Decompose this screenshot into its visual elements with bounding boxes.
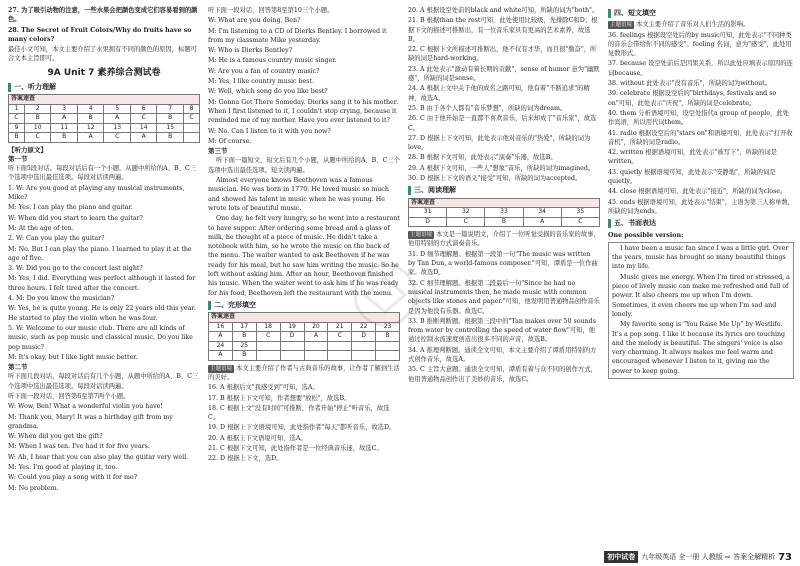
- text-line: 25. B 由于各个人都有"音乐梦想"，所缺的词为dream。: [408, 104, 567, 112]
- table-row: [209, 332, 400, 342]
- text-line: M: Yes, I did. Everything was perfect although it lasted for three hours. I felt tired after the concert.: [8, 275, 196, 292]
- table-row: [9, 133, 200, 143]
- text-line: W: Wow, Ben! What a wonderful violin you have!: [8, 403, 163, 411]
- table-cell: B: [376, 332, 400, 342]
- table-cell: B: [157, 114, 184, 124]
- explanations: [208, 383, 400, 463]
- text-line: M: No problem.: [8, 484, 59, 492]
- table-cell: 21: [328, 322, 352, 332]
- text-line: 35. C 主旨大意题。通读全文可知，谭盾有着与众不同的创作方式，他用普通物品创作出了美妙的音乐，故选C。: [408, 366, 597, 383]
- answer-key-header: 答案速查: [409, 198, 600, 208]
- table-cell: B: [157, 133, 184, 143]
- table-cell: C: [104, 133, 131, 143]
- part-label: 第二节: [8, 363, 28, 372]
- table-cell: C: [447, 217, 485, 227]
- section-heading: 二、完形填空: [208, 301, 400, 310]
- column-2: [208, 6, 400, 465]
- table-row: [9, 114, 200, 124]
- text-line: 2. W: Can you play the guitar?: [8, 235, 105, 243]
- answer-key-header: 答案速查: [9, 95, 200, 105]
- text-line: W: What are you doing, Ben?: [208, 17, 301, 25]
- transcript-part-1: [8, 164, 200, 362]
- table-row: [409, 208, 600, 218]
- text-line: 听下面几段对话，每段对话后有几个小题，从题中所给的A、B、C三个选项中选出最佳选项。每段对话读两遍。: [8, 373, 199, 390]
- table-cell: [280, 341, 304, 351]
- text-line: M: No. But I can play the piano. I learned to play it at the age of five.: [8, 245, 192, 262]
- text-line: 28. B 根据下文可知，此处表示"演奏"乐器，故选B。: [408, 154, 557, 162]
- table-cell: B: [77, 114, 104, 124]
- table-cell: 17: [232, 322, 256, 332]
- table-cell: 15: [157, 123, 184, 133]
- table-cell: A: [304, 332, 328, 342]
- text-line: 27. 为了吸引动物的注意，一些水果会把颜色变成它们容易看到的颜色。: [8, 7, 198, 24]
- table-cell: B: [232, 332, 256, 342]
- table-cell: 24: [209, 341, 233, 351]
- table-cell: 22: [352, 322, 376, 332]
- theme-text: 本文主要介绍了音乐对人们生活的影响。: [636, 21, 750, 29]
- table-cell: C: [328, 332, 352, 342]
- table-cell: C: [256, 332, 280, 342]
- text-line: W: No. Can I listen to it with you now?: [208, 127, 331, 135]
- table-row: [9, 104, 200, 114]
- table-cell: 5: [104, 104, 131, 114]
- table-cell: D: [352, 332, 376, 342]
- text-line: 19. D 根据上下文语境可知，此处指作者"每天"都听音乐，故选D。: [208, 424, 396, 432]
- text-line: M: Yes. I can play the piano and guitar.: [8, 204, 133, 212]
- text-line: 41. radio 根据设空后的"stars on"和语境可知，此处表示"打开收音机"，所缺的词是radio。: [608, 129, 793, 146]
- table-cell: [280, 351, 304, 361]
- section-heading: 三、阅读理解: [408, 186, 600, 195]
- text-line: W: Ah, I hear that you can also play the guitar very well.: [8, 453, 189, 461]
- table-cell: 32: [447, 208, 485, 218]
- column-1: [8, 6, 200, 494]
- text-line: 听下面一段对话，回答第8至第10三个小题。: [208, 7, 334, 14]
- table-cell: [304, 351, 328, 361]
- text-line: M: Yes. I'm good at playing it, too.: [8, 464, 118, 472]
- section-heading: 四、短文填空: [608, 9, 794, 18]
- table-cell: 18: [256, 322, 280, 332]
- footer-text: 九年级英语 全一册 人教版 ⇨ 答案全解精析: [641, 553, 776, 561]
- text-line: 39. celebrate 根据设空后的"birthdays, festivals and so on"可知，此处表示"庆祝"，所缺的词是celebrate。: [608, 90, 777, 107]
- table-cell: 33: [485, 208, 523, 218]
- transcript-label: 【听力原文】: [8, 145, 47, 154]
- theme-tag: 主题语境: [210, 365, 233, 372]
- text-line: 37. because 设空处前后是因果关系，所以此处应填表示原因的连词because。: [608, 60, 793, 77]
- table-cell: A: [51, 114, 78, 124]
- table-cell: 3: [51, 104, 78, 114]
- text-line: W: Could you play a song with it for me?: [8, 474, 138, 482]
- table-cell: 6: [130, 104, 157, 114]
- section-heading: 一、听力理解: [8, 83, 200, 92]
- text-line: 最佳小文可知，本文主要介绍了水果拥有不同的颜色的原因，标题可合文本主旨即可。: [8, 46, 197, 63]
- text-line: 听下面一篇短文，短文后有几个小题，从题中所给的A、B、C三个选项中选出最佳选项。短文读两遍。: [208, 157, 401, 174]
- table-cell: A: [104, 114, 131, 124]
- table-cell: 10: [24, 123, 51, 133]
- watermark-logo: [330, 260, 440, 330]
- table-cell: 1: [9, 104, 25, 114]
- text-line: M: Of course.: [208, 137, 252, 145]
- text-line: One day, he felt very hungry, so he went into a restaurant to have supper. After ordering some bread and a glass of milk, he thought of a piece of music. He didn't take a notebook with him, so he wrote the music on the back of the menu. The waiter wanted to ask Beethoven if he was ready for his meal, but he saw him writing the music. So he left without asking him. After an hour, Beethoven finished his music. When the waiter went to ask him if he was ready for his food, Beethoven left the restaurant with the menu.: [208, 215, 400, 297]
- text-line: 29. A 根据下文可知，一些人"想象"音乐，所缺的词为imagined。: [408, 164, 595, 172]
- table-cell: 19: [280, 322, 304, 332]
- text-line: 21. B 根据than the rest可知，此处使用比较级，先排除C和D；根据下文的描述可推断出，有一位音乐家具有更高的艺术素养，故选B。: [408, 17, 598, 43]
- table-cell: 31: [409, 208, 447, 218]
- table-cell: 7: [157, 104, 184, 114]
- table-cell: [256, 351, 280, 361]
- text-line: M: Yes, I like country music best.: [208, 78, 315, 86]
- table-cell: 2: [24, 104, 51, 114]
- text-line: M: I'm listening to a CD of Dierks Bentley. I borrowed it from my classmate Mike yesterday.: [208, 27, 387, 44]
- text-line: 31. D 细节理解题。根据第一段第一句"The music was written by Tan Dun, a world-famous composer."可知，谭盾是一位作曲家。故选D。: [408, 250, 598, 277]
- transcript-part-2: [8, 372, 200, 493]
- table-row: [409, 217, 600, 227]
- table-cell: D: [280, 332, 304, 342]
- table-cell: A: [77, 133, 104, 143]
- text-line: M: He is a famous country music singer.: [208, 57, 337, 65]
- table-cell: B: [485, 217, 523, 227]
- theme-text: 本文主要介绍了作者与古典音乐的故事，让作者了解到生活的美好。: [208, 364, 400, 381]
- text-line: 27. D 根据上下文可知，此处表示他对音乐的"热爱"，所缺的词为love。: [408, 134, 591, 152]
- text-line: W: When did you start to learn the guitar?: [8, 214, 143, 222]
- table-cell: A: [523, 217, 561, 227]
- table-cell: C: [24, 133, 51, 143]
- text-line: W: Who is Dierks Bentley?: [208, 47, 293, 55]
- table-cell: [183, 133, 199, 143]
- table-cell: 14: [130, 123, 157, 133]
- table-cell: [183, 123, 199, 133]
- table-cell: D: [409, 217, 447, 227]
- text-line: 20. A 根据设空处前的black and white可知，所缺的词为"both"。: [408, 7, 599, 14]
- text-line: 36. feelings 根据设空处后的by music可知，此处表示"不同种类的音乐会带给你不同的感受"。feeling 名词，意为"感受"，此处用复数形式。: [608, 31, 792, 58]
- table-cell: C: [9, 114, 25, 124]
- section-heading: 五、书面表达: [608, 219, 794, 228]
- text-line: 30. D 根据上下文的语义"接受"可知，所缺的词为accepted。: [408, 175, 582, 183]
- column-4: [608, 6, 794, 381]
- text-line: 1. W: Are you good at playing any musical instruments, Mike?: [8, 184, 185, 202]
- part-label: 第三节: [208, 147, 228, 156]
- text-line: Music gives me energy. When I'm tired or stressed, a piece of lively music can make me refreshed and full of power. It also cheers me up when I'm down. Sometimes, it even cheers me up when I'm sad and lonely.: [612, 273, 790, 318]
- text-line: 40. them 分析语境可知，设空处指代a group of people，此处作宾语，所以用代词them。: [608, 109, 789, 127]
- table-cell: B: [24, 114, 51, 124]
- text-line: 18. C 根据上文"没有时间"可推断，作者开始"停止"听音乐，故选C。: [208, 404, 390, 422]
- table-cell: A: [209, 332, 233, 342]
- text-line: M: Gonna Get There Someday. Dierks sang it to his mother. When I first listened to it, I couldn't stop crying, because it reminded me of my mother. Have you ever listened to it?: [208, 98, 399, 125]
- table-cell: B: [51, 133, 78, 143]
- table-cell: [256, 341, 280, 351]
- table-cell: A: [130, 133, 157, 143]
- text-line: 17. B 根据上下文可知，作者想要"放松"，故选B。: [208, 394, 351, 402]
- table-cell: C: [130, 114, 157, 124]
- theme-tag: 主题语境: [610, 22, 633, 29]
- text-line: 26. C 由于他开始是一直都不喜欢音乐，后来却成了"音乐家"，故选C。: [408, 115, 597, 132]
- text-line: 21. C 根据下文可知，此处指作者是一位经典音乐迷，故选C。: [208, 445, 383, 453]
- text-line: 16. A 根据后文"我感受到"可知，选A。: [208, 384, 319, 392]
- table-cell: C: [183, 114, 199, 124]
- table-cell: B: [9, 133, 25, 143]
- theme-text: 本文是一篇说明文，介绍了一位听觉受损的音乐家的故事，他用特别的方式演奏音乐。: [408, 231, 600, 248]
- table-cell: [352, 351, 376, 361]
- text-line: Almost everyone knows Beethoven was a famous musician. He was born in 1770. He loved music so much and showed his talent in music when he was young. He wrote lots of beautiful music.: [208, 177, 389, 212]
- explanations: [608, 31, 794, 217]
- previous-answers: [8, 6, 200, 64]
- table-cell: [328, 341, 352, 351]
- table-cell: 23: [376, 322, 400, 332]
- table-cell: 9: [9, 123, 25, 133]
- table-row: [209, 341, 400, 351]
- text-line: 24. A 根据上文中关于他的成名之路可知，他有着"不断追求"的精神，故选A。: [408, 85, 590, 102]
- sample-essay: [608, 242, 794, 379]
- text-line: 20. A 根据上下文语境可知，选A。: [208, 434, 307, 442]
- text-line: W: When did you get the gift?: [8, 433, 103, 441]
- table-cell: B: [232, 351, 256, 361]
- text-line: W: Well, which song do you like best?: [208, 88, 328, 96]
- text-line: 5. W: Welcome to our music club. There are all kinds of music, such as pop music and classical music. Do you like pop music?: [8, 324, 193, 351]
- text-line: 3. W: Did you go to the concert last night?: [8, 265, 143, 273]
- sample-label: One possible version:: [608, 231, 684, 239]
- text-line: 44. close 根据语境可知，此处表示"接近"，所缺的词为close。: [608, 188, 787, 196]
- text-line: W: Are you a fan of country music?: [208, 67, 320, 75]
- text-line: M: At the age of ten.: [8, 224, 74, 232]
- table-cell: 11: [51, 123, 78, 133]
- table-cell: 8: [183, 104, 199, 114]
- table-cell: [328, 351, 352, 361]
- table-cell: [376, 351, 400, 361]
- text-line: 4. M: Do you know the musician?: [8, 295, 115, 303]
- text-line: 22. D 根据上下文，选D。: [208, 455, 283, 463]
- text-line: I have been a music fan since I was a little girl. Over the years, music has brought so many beautiful things into my life.: [612, 244, 789, 271]
- text-line: 听下面一段对话，回答第6至第7两个小题。: [8, 393, 130, 400]
- table-cell: 25: [232, 341, 256, 351]
- text-line: M: Thank you, Mary! It was a birthday gift from my grandma.: [8, 413, 173, 430]
- table-cell: 35: [561, 208, 599, 218]
- page-number: 73: [778, 551, 792, 563]
- table-cell: [304, 341, 328, 351]
- text-line: 22. C 根据下文所描述可推断出，他不仅有才华，而且很"勤奋"，所缺的词是hard-working。: [408, 46, 597, 63]
- text-line: 38. without 此处表示"没有音乐"，所缺的词为without。: [608, 80, 771, 88]
- table-cell: 16: [209, 322, 233, 332]
- footer-brand: 初中试卷: [604, 551, 638, 563]
- table-cell: C: [561, 217, 599, 227]
- table-cell: 12: [77, 123, 104, 133]
- table-cell: A: [209, 351, 233, 361]
- text-line: 听下面5段对话。每段对话后有一个小题，从题中所给的A、B、C三个选项中选出最佳选项。每段对话读两遍。: [8, 165, 197, 182]
- dialogue-text: [208, 6, 400, 146]
- text-line: 34. A 推理判断题。通读全文可知，本文主要介绍了谭盾用特别的方式创作音乐，故选A。: [408, 346, 597, 363]
- text-line: 28. The Secret of Fruit Colors/Why do fruits have so many colors?: [8, 26, 192, 43]
- table-cell: 20: [304, 322, 328, 332]
- table-cell: 13: [104, 123, 131, 133]
- text-line: W: Yes, he is quite young. He is only 22 years old this year. He started to play the violin when he was four.: [8, 305, 196, 322]
- text-line: 23. A 此处表示"激动有着长期的贡献"，sense of humor 意为"幽默感"，所缺的词是sense。: [408, 65, 600, 83]
- table-cell: [376, 341, 400, 351]
- text-line: My favorite song is "You Raise Me Up" by Westlife. It's a pop song. I like it because its lyrics are touching and the melody is beautiful. The singers' voice is also very charming. It always makes me feel warm and encouraged whenever I listen to it, giving me the power to keep going.: [612, 321, 786, 375]
- text-line: M: It's okay, but I like light music better.: [8, 353, 138, 361]
- table-row: [9, 123, 200, 133]
- text-line: M: When I was ten. I've had it for five years.: [8, 443, 150, 451]
- text-line: 32. C 细节理解题。根据第二段最后一句"Since he had no musical instruments then, he made music with common objects like stones and paper."可知，他发明用普通物品创作音乐是因为他没有乐器。故选C。: [408, 279, 600, 315]
- unit-title: 9A Unit 7 素养综合测试卷: [47, 67, 161, 78]
- table-cell: 4: [77, 104, 104, 114]
- table-row: [209, 351, 400, 361]
- explanations: [408, 6, 600, 183]
- text-line: 45. ends 根据语境可知，此处表示"结束"，主语为第三人称单数，所缺的词为ends。: [608, 198, 794, 215]
- part-label: 第一节: [8, 154, 28, 163]
- table-cell: [352, 341, 376, 351]
- answer-key-header: 答案速查: [209, 313, 400, 323]
- text-line: 33. B 推断判断题。根据第三段中的"Tan makes over 50 sounds from water by controlling the speed of water flow"可知，他通过控制水流速度创造出很多不同的声音，故选B。: [408, 317, 596, 344]
- theme-tag: 主题语境: [410, 232, 433, 239]
- text-line: 43. quietly 根据语境可知，此处表示"安静地"，所缺的词是quietly。: [608, 168, 776, 186]
- page-footer: [604, 551, 792, 563]
- answer-key-table: [8, 94, 200, 143]
- table-cell: 34: [523, 208, 561, 218]
- answer-key-table: [408, 198, 600, 228]
- text-line: 42. written 根据语境可知，此处表示"被写下"，所缺的词是written。: [608, 149, 778, 166]
